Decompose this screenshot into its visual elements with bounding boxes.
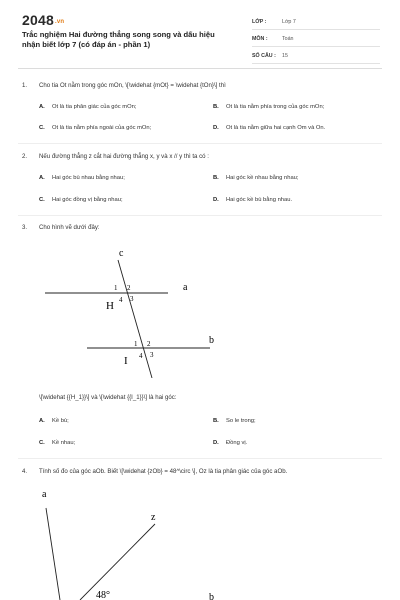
meta-row-class bbox=[252, 15, 380, 30]
option-letter: A. bbox=[39, 104, 45, 110]
option-text: Ot là tia nằm giữa hai cạnh Om và On. bbox=[226, 125, 326, 131]
option-d[interactable] bbox=[213, 197, 292, 203]
option-b[interactable] bbox=[213, 418, 256, 424]
logo-suffix: .vn bbox=[54, 19, 65, 25]
question-text: Tính số đo của góc aOb. Biết \[\widehat {zOb} = 48^\circ \], Oz là tia phân giác của góc aOb. bbox=[39, 468, 288, 475]
parallel-lines-figure bbox=[0, 238, 400, 378]
question-divider bbox=[18, 143, 382, 144]
option-text: Ot là tia nằm phía trong của góc mOn; bbox=[226, 104, 325, 110]
option-letter: D. bbox=[213, 125, 219, 131]
option-text: Kề bù; bbox=[52, 418, 69, 424]
angle-i4: 4 bbox=[139, 352, 143, 360]
label-z: z bbox=[151, 512, 156, 523]
meta-value: 15 bbox=[282, 53, 288, 59]
option-text: Ot là tia nằm phía ngoài của góc mOn; bbox=[52, 125, 152, 131]
question-subtext: \[\widehat {{H_1}}\] và \[\widehat {{I_1}}\] là hai góc: bbox=[39, 394, 177, 401]
angle-h1: 1 bbox=[114, 284, 118, 292]
question-number: 3. bbox=[22, 224, 28, 231]
angle-h4: 4 bbox=[119, 296, 123, 304]
logo-main: 2048 bbox=[22, 12, 54, 28]
meta-row-count bbox=[252, 49, 380, 64]
option-letter: D. bbox=[213, 197, 219, 203]
label-c: c bbox=[119, 248, 124, 259]
option-b[interactable] bbox=[213, 104, 324, 110]
angle-i1: 1 bbox=[134, 340, 138, 348]
option-c[interactable] bbox=[39, 125, 151, 131]
ray-oa bbox=[46, 508, 60, 600]
option-text: Hai góc kề bù bằng nhau. bbox=[226, 197, 293, 203]
option-b[interactable] bbox=[213, 175, 299, 181]
option-letter: A. bbox=[39, 418, 45, 424]
option-d[interactable] bbox=[213, 440, 247, 446]
option-text: Đồng vị. bbox=[226, 440, 248, 446]
ray-oz bbox=[80, 524, 155, 600]
option-letter: C. bbox=[39, 125, 45, 131]
option-text: Hai góc đồng vị bằng nhau; bbox=[52, 197, 123, 203]
option-text: Hai góc bù nhau bằng nhau; bbox=[52, 175, 125, 181]
label-h: H bbox=[106, 300, 114, 312]
header-divider bbox=[18, 68, 382, 69]
label-a: a bbox=[42, 489, 47, 500]
question-number: 1. bbox=[22, 82, 28, 89]
option-c[interactable] bbox=[39, 197, 123, 203]
option-a[interactable] bbox=[39, 104, 136, 110]
meta-key: LỚP : bbox=[252, 19, 267, 25]
angle-i2: 2 bbox=[147, 340, 151, 348]
option-letter: B. bbox=[213, 104, 219, 110]
option-c[interactable] bbox=[39, 440, 75, 446]
question-text: Cho hình vẽ dưới đây: bbox=[39, 224, 100, 231]
option-text: Hai góc kề nhau bằng nhau; bbox=[226, 175, 299, 181]
angle-h2: 2 bbox=[127, 284, 131, 292]
question-divider bbox=[18, 458, 382, 459]
option-text: Ot là tia phân giác của góc mOn; bbox=[52, 104, 137, 110]
site-logo[interactable] bbox=[22, 12, 64, 28]
question-divider bbox=[18, 215, 382, 216]
option-a[interactable] bbox=[39, 175, 125, 181]
label-a: a bbox=[183, 282, 188, 293]
option-letter: B. bbox=[213, 175, 219, 181]
angle-48-label: 48° bbox=[96, 590, 110, 600]
label-b: b bbox=[209, 592, 214, 600]
meta-row-subject bbox=[252, 32, 380, 47]
question-text: Nếu đường thẳng z cắt hai đường thẳng x, y và x // y thì ta có : bbox=[39, 153, 209, 160]
question-number: 2. bbox=[22, 153, 28, 160]
question-text: Cho tia Ot nằm trong góc mOn, \[\widehat {mOt} = \widehat {tOn}\] thì bbox=[39, 82, 226, 89]
angle-i3: 3 bbox=[150, 351, 154, 359]
option-letter: A. bbox=[39, 175, 45, 181]
option-text: So le trong; bbox=[226, 418, 256, 424]
meta-key: MÔN : bbox=[252, 36, 268, 42]
option-letter: D. bbox=[213, 440, 219, 446]
meta-key: SỐ CÂU : bbox=[252, 53, 276, 59]
label-i: I bbox=[124, 355, 128, 367]
option-letter: C. bbox=[39, 440, 45, 446]
label-b: b bbox=[209, 335, 214, 346]
angle-figure bbox=[0, 482, 400, 600]
meta-value: Toán bbox=[282, 36, 294, 42]
option-text: Kề nhau; bbox=[52, 440, 76, 446]
angle-h3: 3 bbox=[130, 295, 134, 303]
option-letter: C. bbox=[39, 197, 45, 203]
page-title: Trắc nghiệm Hai đường thẳng song song và dấu hiệu nhận biết lớp 7 (có đáp án - phần 1) bbox=[22, 30, 215, 49]
option-d[interactable] bbox=[213, 125, 325, 131]
option-letter: B. bbox=[213, 418, 219, 424]
question-number: 4. bbox=[22, 468, 28, 475]
meta-value: Lớp 7 bbox=[282, 19, 296, 25]
meta-info bbox=[252, 15, 380, 66]
option-a[interactable] bbox=[39, 418, 69, 424]
